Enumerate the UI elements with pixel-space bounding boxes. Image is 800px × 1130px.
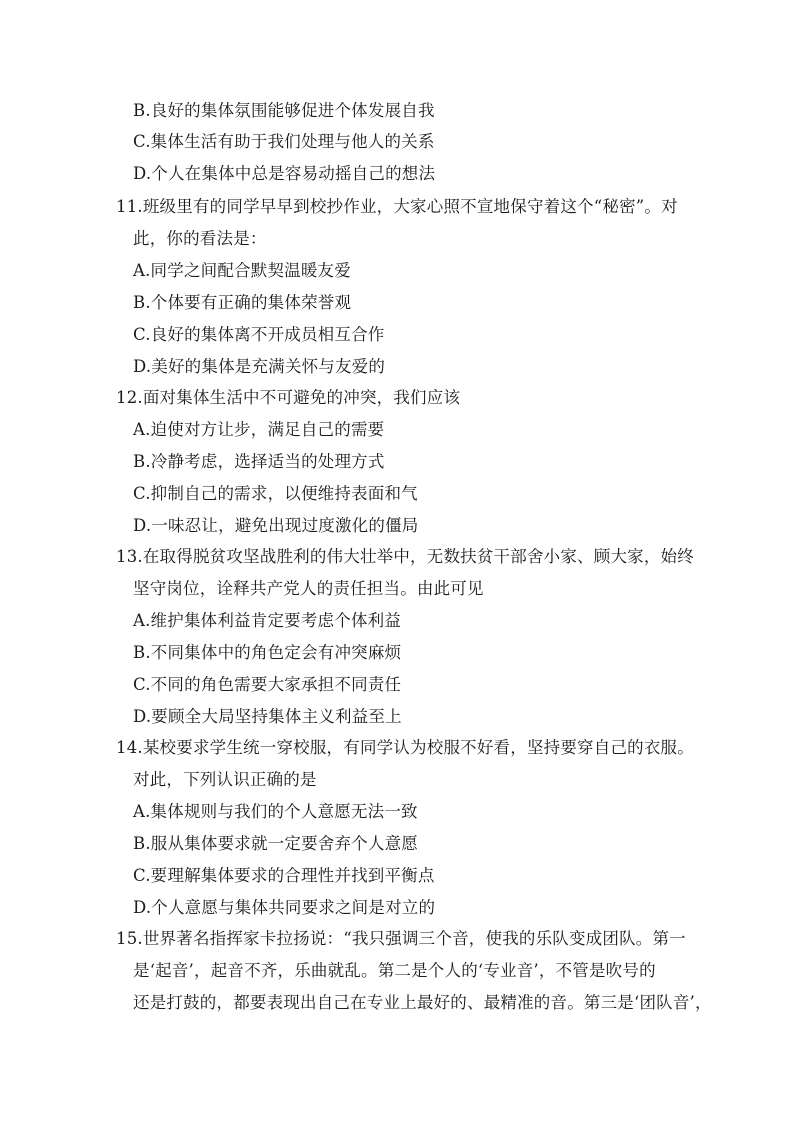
q15-stem-line2: 是‘起音’，起音不齐，乐曲就乱。第二是个人的‘专业音’，不管是吹号的 xyxy=(133,961,656,980)
q13-option-d: D.要顾全大局坚持集体主义利益至上 xyxy=(133,707,402,726)
q14-option-a: A.集体规则与我们的个人意愿无法一致 xyxy=(133,802,418,821)
q14-option-c: C.要理解集体要求的合理性并找到平衡点 xyxy=(133,866,435,885)
q12-option-d: D.一味忍让，避免出现过度激化的僵局 xyxy=(133,516,419,535)
q15-stem-line3: 还是打鼓的，都要表现出自己在专业上最好的、最精准的音。第三是‘团队音’， xyxy=(133,993,712,1012)
q13-option-a: A.维护集体利益肯定要考虑个体利益 xyxy=(133,611,402,630)
q14-stem-line2: 对此，下列认识正确的是 xyxy=(133,770,317,789)
q13-option-b: B.不同集体中的角色定会有冲突麻烦 xyxy=(133,643,402,662)
q12-option-c: C.抑制自己的需求，以便维持表面和气 xyxy=(133,484,418,503)
q13-stem-line1: 13.在取得脱贫攻坚战胜利的伟大壮举中，无数扶贫干部舍小家、顾大家，始终 xyxy=(116,547,694,566)
q12-option-a: A.迫使对方让步，满足自己的需要 xyxy=(133,420,385,439)
q11-option-a: A.同学之间配合默契温暖友爱 xyxy=(133,261,351,280)
q10-option-b: B.良好的集体氛围能够促进个体发展自我 xyxy=(133,101,435,120)
q13-option-c: C.不同的角色需要大家承担不同责任 xyxy=(133,675,402,694)
q14-option-d: D.个人意愿与集体共同要求之间是对立的 xyxy=(133,898,436,917)
q11-option-d: D.美好的集体是充满关怀与友爱的 xyxy=(133,357,386,376)
q12-option-b: B.冷静考虑，选择适当的处理方式 xyxy=(133,452,385,471)
q11-stem-line2: 此，你的看法是： xyxy=(133,229,267,248)
q13-stem-line2: 坚守岗位，诠释共产党人的责任担当。由此可见 xyxy=(133,579,484,598)
q14-stem-line1: 14.某校要求学生统一穿校服，有同学认为校服不好看，坚持要穿自己的衣服。 xyxy=(116,738,694,757)
q10-option-c: C.集体生活有助于我们处理与他人的关系 xyxy=(133,132,435,151)
q15-stem-line1: 15.世界著名指挥家卡拉扬说：“我只强调三个音，使我的乐队变成团队。第一 xyxy=(116,929,686,948)
q10-option-d: D.个人在集体中总是容易动摇自己的想法 xyxy=(133,164,436,183)
q14-option-b: B.服从集体要求就一定要舍弃个人意愿 xyxy=(133,834,418,853)
q11-option-b: B.个体要有正确的集体荣誉观 xyxy=(133,293,352,312)
q11-option-c: C.良好的集体离不开成员相互合作 xyxy=(133,325,385,344)
q11-stem-line1: 11.班级里有的同学早早到校抄作业，大家心照不宣地保守着这个“秘密”。对 xyxy=(116,197,678,216)
q12-stem-line1: 12.面对集体生活中不可避免的冲突，我们应该 xyxy=(116,388,461,407)
